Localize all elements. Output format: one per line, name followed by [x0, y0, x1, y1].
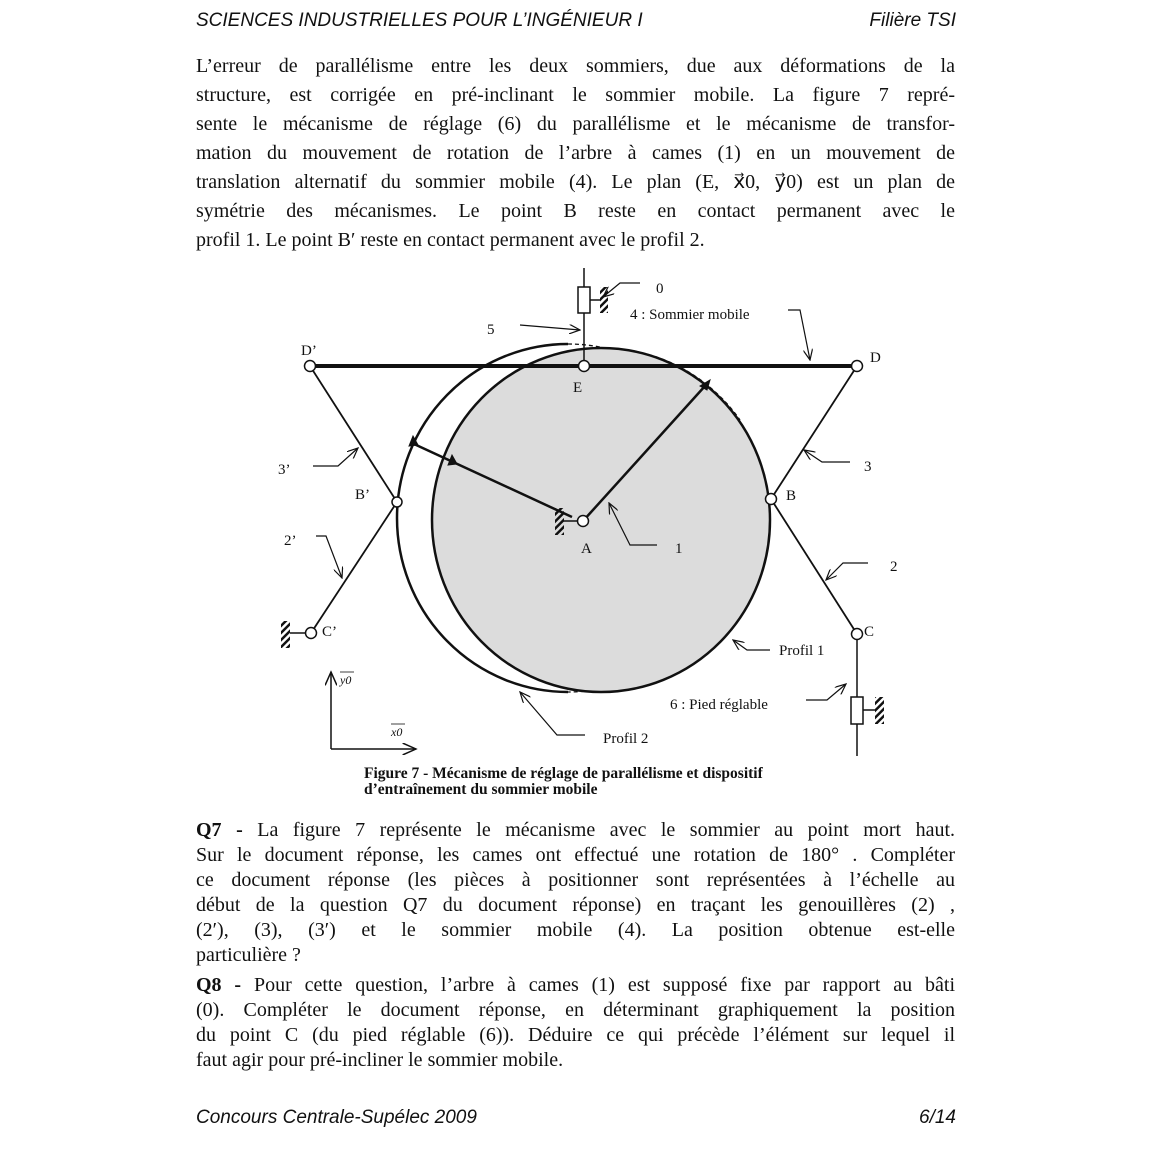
- profile-1: [432, 348, 770, 692]
- text-line: faut agir pour pré-incliner le sommier mobile.: [196, 1049, 564, 1071]
- label-5: 5: [487, 322, 495, 338]
- label-d-prime: D’: [301, 343, 317, 359]
- text-line: (2′), (3), (3′) et le sommier mobile (4). La position obtenue est-elle: [196, 919, 955, 941]
- text-line: profil 1. Le point B′ reste en contact permanent avec le profil 2.: [196, 229, 705, 251]
- header-track: Filière TSI: [869, 10, 956, 31]
- label-d: D: [870, 350, 881, 366]
- label-3-prime: 3’: [278, 462, 291, 478]
- caption-line: Figure 7 - Mécanisme de réglage de parallélisme et dispositif: [364, 765, 763, 782]
- text-line: L’erreur de parallélisme entre les deux sommiers, due aux déformations de la: [196, 55, 955, 77]
- text-line: translation alternatif du sommier mobile (4). Le plan (E, x⃗0, y⃗0) est un plan de: [196, 171, 955, 193]
- text-line: symétrie des mécanismes. Le point B reste en contact permanent avec le: [196, 200, 955, 222]
- joint-b: [766, 494, 777, 505]
- label-profil-2: Profil 2: [603, 731, 649, 747]
- text-line: du point C (du pied réglable (6)). Déduire ce qui précède l’élément sur lequel il: [196, 1024, 955, 1046]
- label-x0: x0: [391, 725, 403, 739]
- joint-c: [852, 629, 863, 640]
- label-b: B: [786, 488, 797, 504]
- label-sommier-mobile: 4 : Sommier mobile: [630, 307, 750, 323]
- joint-d: [852, 361, 863, 372]
- joint-c-prime: [306, 628, 317, 639]
- text-line: structure, est corrigée en pré-inclinant le sommier mobile. La figure 7 repré-: [196, 84, 955, 106]
- text-line: particulière ?: [196, 944, 301, 966]
- text-line: ce document réponse (les pièces à positionner sont représentées à l’échelle au: [196, 869, 955, 891]
- label-2-prime: 2’: [284, 533, 297, 549]
- question-q7: [196, 818, 955, 968]
- text-line: Q7 - La figure 7 représente le mécanisme avec le sommier au point mort haut.: [196, 819, 955, 841]
- text-line: sente le mécanisme de réglage (6) du parallélisme et le mécanisme de transfor-: [196, 113, 955, 135]
- text-line: Sur le document réponse, les cames ont effectué une rotation de 180° . Compléter: [196, 844, 955, 866]
- label-profil-1: Profil 1: [779, 643, 825, 659]
- label-2: 2: [890, 559, 898, 575]
- label-b-prime: B’: [355, 487, 370, 503]
- text-line: (0). Compléter le document réponse, en déterminant graphiquement la position: [196, 999, 955, 1021]
- question-q8: [196, 973, 955, 1073]
- label-a: A: [581, 541, 592, 557]
- label-3: 3: [864, 459, 872, 475]
- caption-line: d’entraînement du sommier mobile: [364, 781, 598, 798]
- joint-d-prime: [305, 361, 316, 372]
- label-pied-reglable: 6 : Pied réglable: [670, 697, 768, 713]
- text-line: début de la question Q7 du document réponse) en traçant les genouillères (2) ,: [196, 894, 955, 916]
- label-e: E: [573, 380, 583, 396]
- text-line: mation du mouvement de rotation de l’arbre à cames (1) en un mouvement de: [196, 142, 955, 164]
- footer-contest: Concours Centrale-Supélec 2009: [196, 1107, 477, 1128]
- footer-page-number: 6/14: [919, 1107, 956, 1128]
- header-title: SCIENCES INDUSTRIELLES POUR L’INGÉNIEUR I: [196, 10, 643, 31]
- label-y0: y0: [340, 673, 352, 687]
- joint-e: [579, 361, 590, 372]
- label-0: 0: [656, 281, 664, 297]
- label-1: 1: [675, 541, 683, 557]
- label-c-prime: C’: [322, 624, 337, 640]
- joint-b-prime: [392, 497, 402, 507]
- joint-a: [578, 516, 589, 527]
- text-line: Q8 - Pour cette question, l’arbre à cames (1) est supposé fixe par rapport au bâti: [196, 974, 956, 996]
- figure-caption: [364, 766, 763, 798]
- label-c: C: [864, 624, 875, 640]
